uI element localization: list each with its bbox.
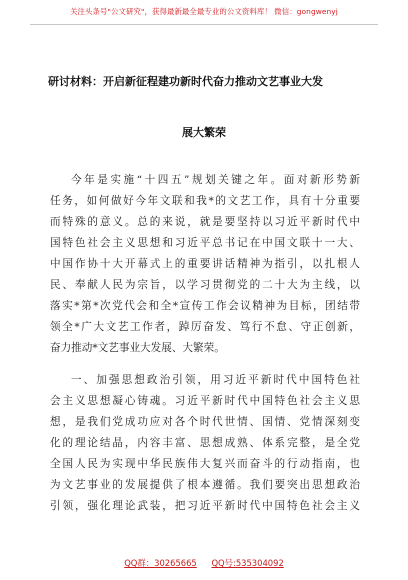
body-line: 一、加强思想政治引领，用习近平新时代中国特色社	[71, 374, 360, 386]
body-line: 而特殊的意义。总的来说，就是要坚持以习近平新时代中	[50, 216, 360, 228]
body-line: 今年是实施“十四五”规划关键之年。面对新形势新	[71, 174, 360, 186]
body-line: 落实*第*次党代会和全*宣传工作会议精神为目标，团结带	[50, 300, 360, 312]
document-title-line-2: 展大繁荣	[182, 126, 226, 139]
footer-contact	[0, 556, 408, 570]
body-line: 化的理论结晶，内容丰富、思想成熟、体系完整，是全党	[50, 437, 360, 449]
footer-qq-group: QQ群：30265665	[124, 558, 197, 568]
document-title-line-1: 研讨材料：开启新征程建功新时代奋力推动文艺事业大发	[48, 75, 323, 88]
body-line: 全国人民为实现中华民族伟大复兴而奋斗的行动指南，也	[50, 458, 360, 470]
body-line: 任务，如何做好今年文联和我*的文艺工作，具有十分重要	[50, 195, 360, 207]
body-line: 为文艺事业的发展提供了根本遵循。我们要突出思想政治	[50, 479, 360, 491]
document-body	[50, 172, 360, 552]
footer-qq-number: QQ号:535304092	[211, 558, 284, 568]
body-line: 民、奉献人民为宗旨，以学习贯彻党的二十大为主线，以	[50, 279, 360, 291]
header-banner: 关注头条号"公文研究"，获得最新最全最专业的公文资料库！ 微信：gongwenyj	[70, 7, 338, 16]
body-line: 中国作协十大开幕式上的重要讲话精神为指引，以扎根人	[50, 258, 360, 270]
body-line: 想，是我们党成功应对各个时代世情、国情、党情深刻变	[50, 416, 360, 428]
body-line: 奋力推动*文艺事业大发展、大繁荣。	[50, 342, 225, 354]
body-line: 引领，强化理论武装，把习近平新时代中国特色社会主义	[50, 500, 360, 512]
body-line: 会主义思想凝心铸魂。习近平新时代中国特色社会主义思	[50, 395, 360, 407]
body-line: 领全*广大文艺工作者，踔厉奋发、笃行不怠、守正创新，	[50, 321, 360, 333]
header-divider	[30, 24, 378, 25]
body-line: 国特色社会主义思想和习近平总书记在中国文联十一大、	[50, 237, 360, 249]
